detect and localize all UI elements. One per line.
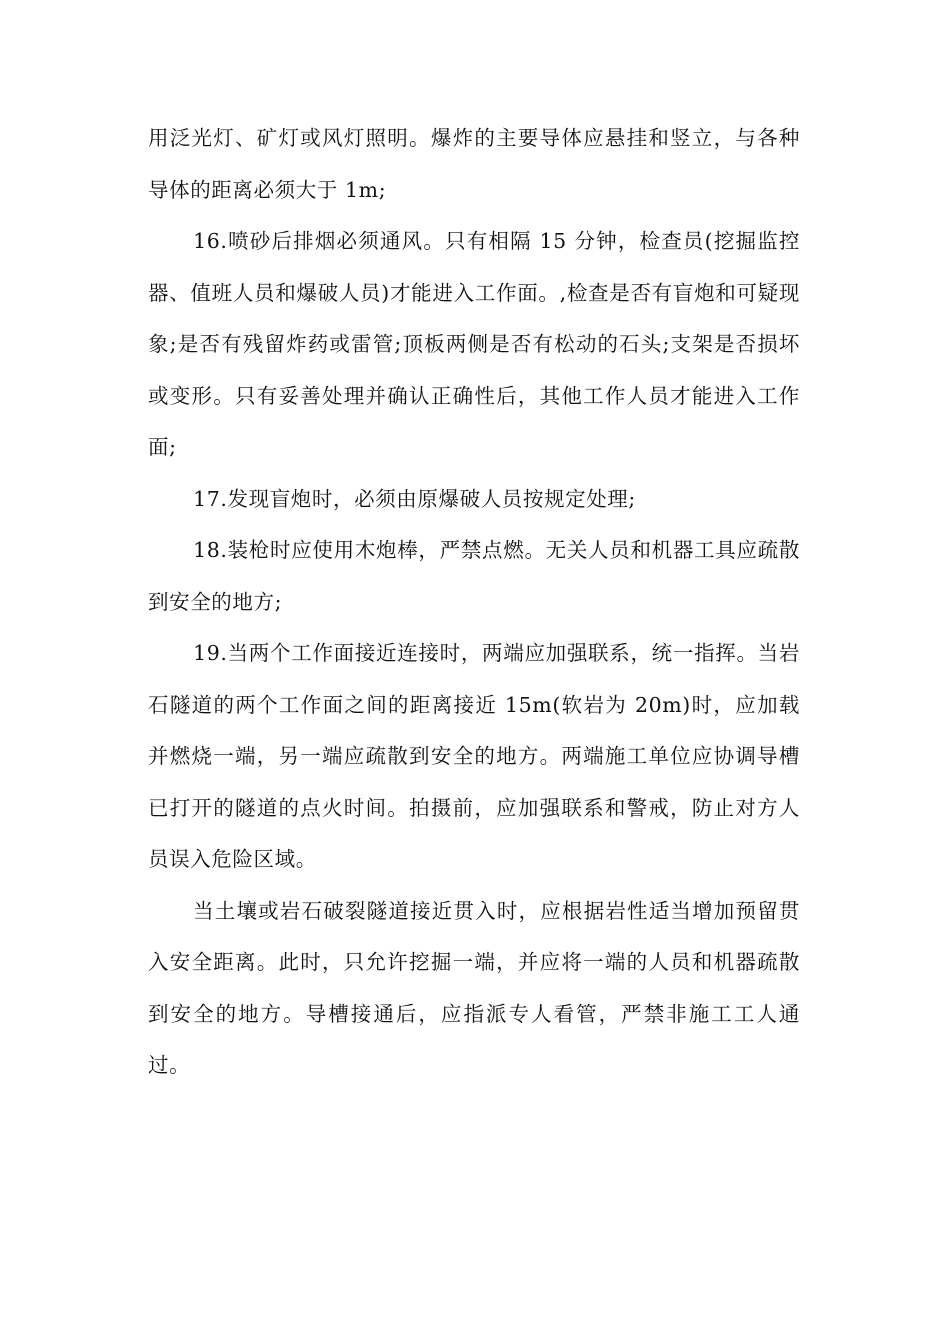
document-body: [148, 113, 800, 1092]
paragraph-item-18: 18.装枪时应使用木炮棒，严禁点燃。无关人员和机器工具应疏散到安全的地方;: [148, 538, 800, 614]
paragraph-item-17: 17.发现盲炮时，必须由原爆破人员按规定处理;: [193, 486, 636, 511]
paragraph-item-16: 16.喷砂后排烟必须通风。只有相隔 15 分钟，检查员(挖掘监控器、值班人员和爆破人员)才能进入工作面。,检查是否有盲炮和可疑现象;是否有残留炸药或雷管;顶板两侧是否有松动的石头;支架是否损坏或变形。只有妥善处理并确认正确性后，其他工作人员才能进入工作面;: [148, 229, 800, 459]
paragraph-penetration: 当土壤或岩石破裂隧道接近贯入时，应根据岩性适当增加预留贯入安全距离。此时，只允许挖掘一端，并应将一端的人员和机器疏散到安全的地方。导槽接通后，应指派专人看管，严禁非施工工人通过。: [148, 898, 800, 1077]
paragraph-continuation: 用泛光灯、矿灯或风灯照明。爆炸的主要导体应悬挂和竖立，与各种导体的距离必须大于 1m;: [148, 126, 800, 202]
paragraph-item-19: 19.当两个工作面接近连接时，两端应加强联系，统一指挥。当岩石隧道的两个工作面之间的距离接近 15m(软岩为 20m)时，应加载并燃烧一端，另一端应疏散到安全的地方。两端施工单位应协调导槽已打开的隧道的点火时间。拍摄前，应加强联系和警戒，防止对方人员误入危险区域。: [148, 641, 800, 871]
